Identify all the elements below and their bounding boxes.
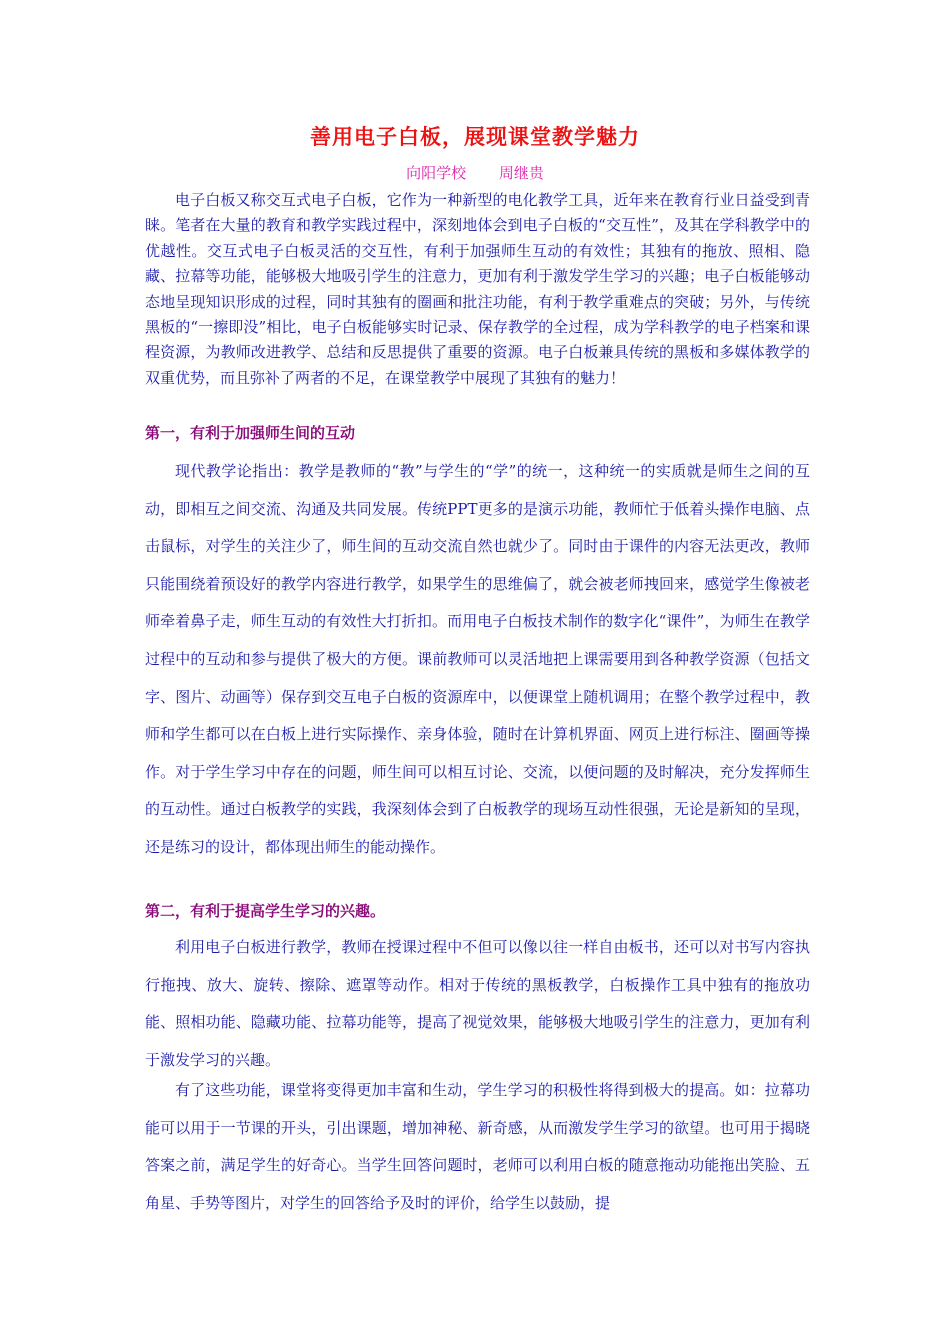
section2-paragraph-2: 有了这些功能，课堂将变得更加丰富和生动，学生学习的积极性将得到极大的提高。如：拉幕功能可以用于一节课的开头，引出课题，增加神秘、新奇感，从而激发学生学习的欲望。也可用于揭晓答案之前，满足学生的好奇心。当学生回答问题时，老师可以利用白板的随意拖动功能拖出笑脸、五角星、手势等图片，对学生的回答给予及时的评价，给学生以鼓励，提 (145, 1081, 810, 1212)
section2-heading: 第二，有利于提高学生学习的兴趣。 (145, 902, 386, 920)
section1-heading: 第一，有利于加强师生间的互动 (145, 424, 356, 442)
section2-paragraph-1: 利用电子白板进行教学，教师在授课过程中不但可以像以往一样自由板书，还可以对书写内容执行拖拽、放大、旋转、擦除、遮罩等动作。相对于传统的黑板教学，白板操作工具中独有的拖放功能、照相功能、隐藏功能、拉幕功能等，提高了视觉效果，能够极大地吸引学生的注意力，更加有利于激发学习的兴趣。 (145, 938, 810, 1069)
school-name: 向阳学校 (406, 164, 467, 182)
byline (0, 162, 950, 183)
section1-paragraph: 现代教学论指出：教学是教师的“教”与学生的“学”的统一，这种统一的实质就是师生之间的互动，即相互之间交流、沟通及共同发展。传统PPT更多的是演示功能，教师忙于低着头操作电脑、点击鼠标，对学生的关注少了，师生间的互动交流自然也就少了。同时由于课件的内容无法更改，教师只能围绕着预设好的教学内容进行教学，如果学生的思维偏了，就会被老师拽回来，感觉学生像被老师牵着鼻子走，师生互动的有效性大打折扣。而用电子白板技术制作的数字化“课件”，为师生在教学过程中的互动和参与提供了极大的方便。课前教师可以灵活地把上课需要用到各种教学资源（包括文字、图片、动画等）保存到交互电子白板的资源库中，以便课堂上随机调用；在整个教学过程中，教师和学生都可以在白板上进行实际操作、亲身体验，随时在计算机界面、网页上进行标注、圈画等操作。对于学生学习中存在的问题，师生间可以相互讨论、交流，以便问题的及时解决，充分发挥师生的互动性。通过白板教学的实践，我深刻体会到了白板教学的现场互动性很强，无论是新知的呈现，还是练习的设计，都体现出师生的能动操作。 (145, 462, 810, 856)
author-name: 周继贵 (498, 164, 544, 182)
document-title: 善用电子白板，展现课堂教学魅力 (310, 124, 640, 149)
intro-paragraph: 电子白板又称交互式电子白板，它作为一种新型的电化教学工具，近年来在教育行业日益受到青睐。笔者在大量的教育和教学实践过程中，深刻地体会到电子白板的“交互性”，及其在学科教学中的优越性。交互式电子白板灵活的交互性，有利于加强师生互动的有效性；其独有的拖放、照相、隐藏、拉幕等功能，能够极大地吸引学生的注意力，更加有利于激发学生学习的兴趣；电子白板能够动态地呈现知识形成的过程，同时其独有的圈画和批注功能，有利于教学重难点的突破；另外，与传统黑板的“一擦即没”相比，电子白板能够实时记录、保存教学的全过程，成为学科教学的电子档案和课程资源，为教师改进教学、总结和反思提供了重要的资源。电子白板兼具传统的黑板和多媒体教学的双重优势，而且弥补了两者的不足，在课堂教学中展现了其独有的魅力！ (145, 191, 810, 387)
